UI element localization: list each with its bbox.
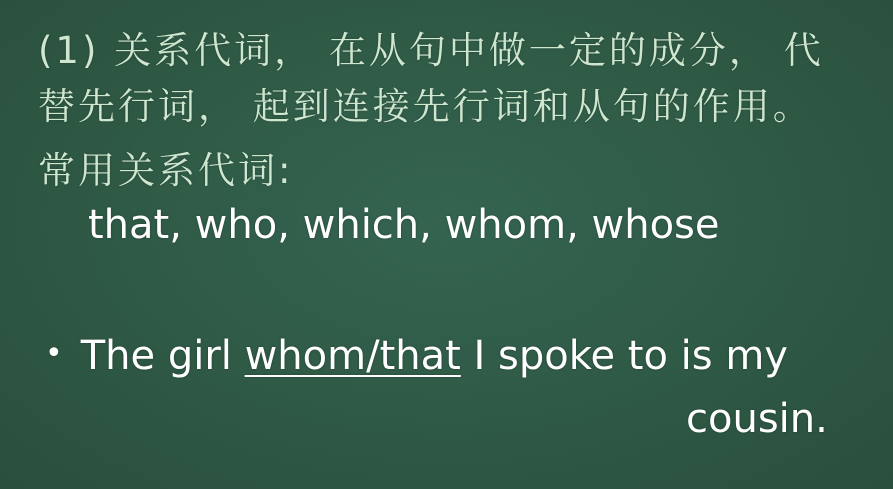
example-before: The girl <box>80 333 245 379</box>
example-highlight: whom/that <box>244 333 461 379</box>
example-sentence-line-2: cousin. <box>686 396 828 442</box>
definition-line-1: (1) 关系代词， 在从句中做一定的成分， 代 <box>38 29 824 72</box>
pronoun-list: that, who, which, whom, whose <box>88 202 720 248</box>
definition-line-2: 替先行词， 起到连接先行词和从句的作用。 <box>38 85 813 128</box>
bullet-icon: • <box>45 336 63 371</box>
example-sentence-line-1 <box>45 333 788 379</box>
common-pronouns-label: 常用关系代词: <box>38 149 294 192</box>
example-after: I spoke to is my <box>460 333 788 379</box>
